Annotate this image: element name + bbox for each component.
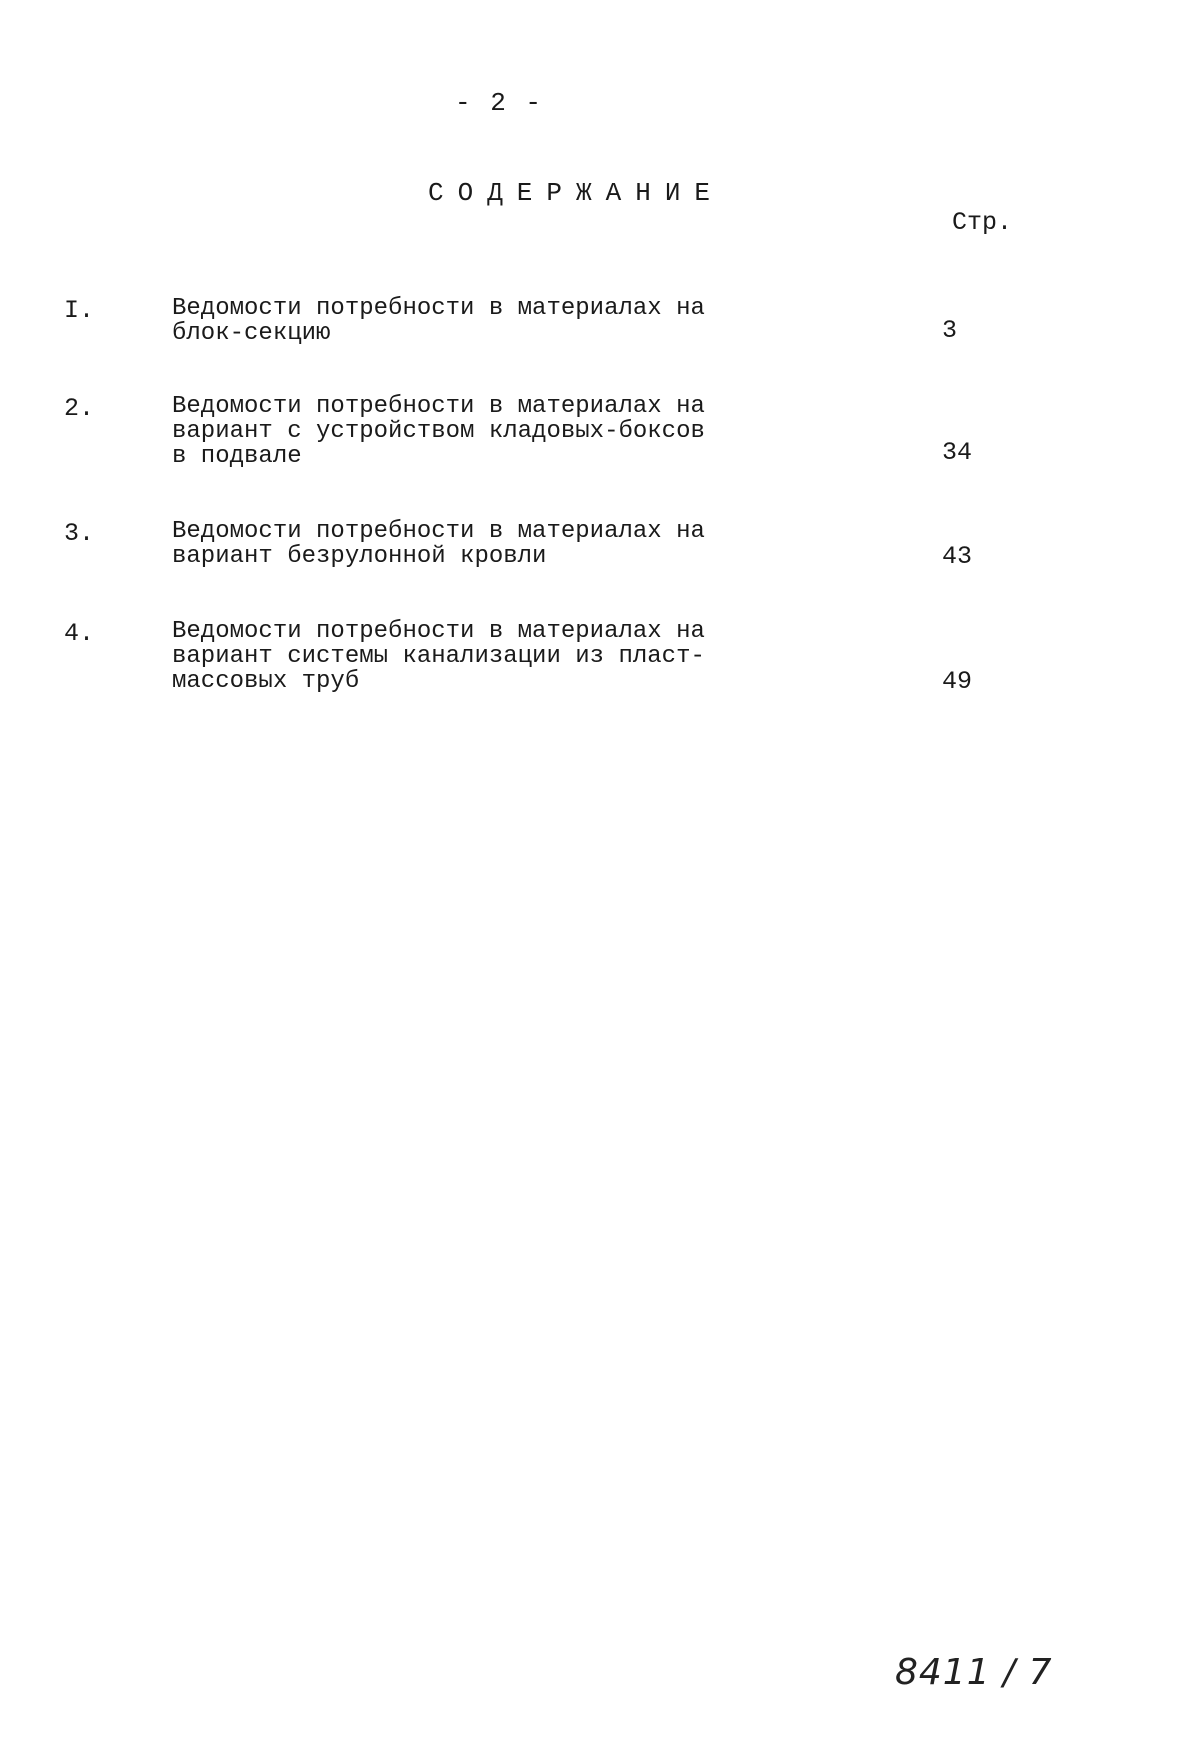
toc-entry-text: Ведомости потребности в материалах на вариант безрулонной кровли [172,518,705,570]
handwritten-note: 8411 / 7 [895,1652,1053,1693]
toc-entry-number: I. [64,296,95,325]
toc-entry-number: 3. [64,519,95,548]
toc-entry-page: 34 [942,438,973,467]
toc-entry-page: 43 [942,542,973,571]
page-number: - 2 - [455,88,544,118]
toc-entry-number: 2. [64,394,95,423]
toc-entry-text: Ведомости потребности в материалах на вариант системы канализации из пласт- массовых труб [172,618,705,695]
toc-entry-text: Ведомости потребности в материалах на вариант с устройством кладовых-боксов в подвале [172,393,705,470]
toc-entry-page: 49 [942,667,973,696]
toc-entry-number: 4. [64,619,95,648]
page-column-header: Стр. [952,208,1013,237]
toc-entry-text: Ведомости потребности в материалах на блок-секцию [172,295,705,347]
toc-title: СОДЕРЖАНИЕ [428,178,725,208]
toc-entry-page: 3 [942,316,958,345]
